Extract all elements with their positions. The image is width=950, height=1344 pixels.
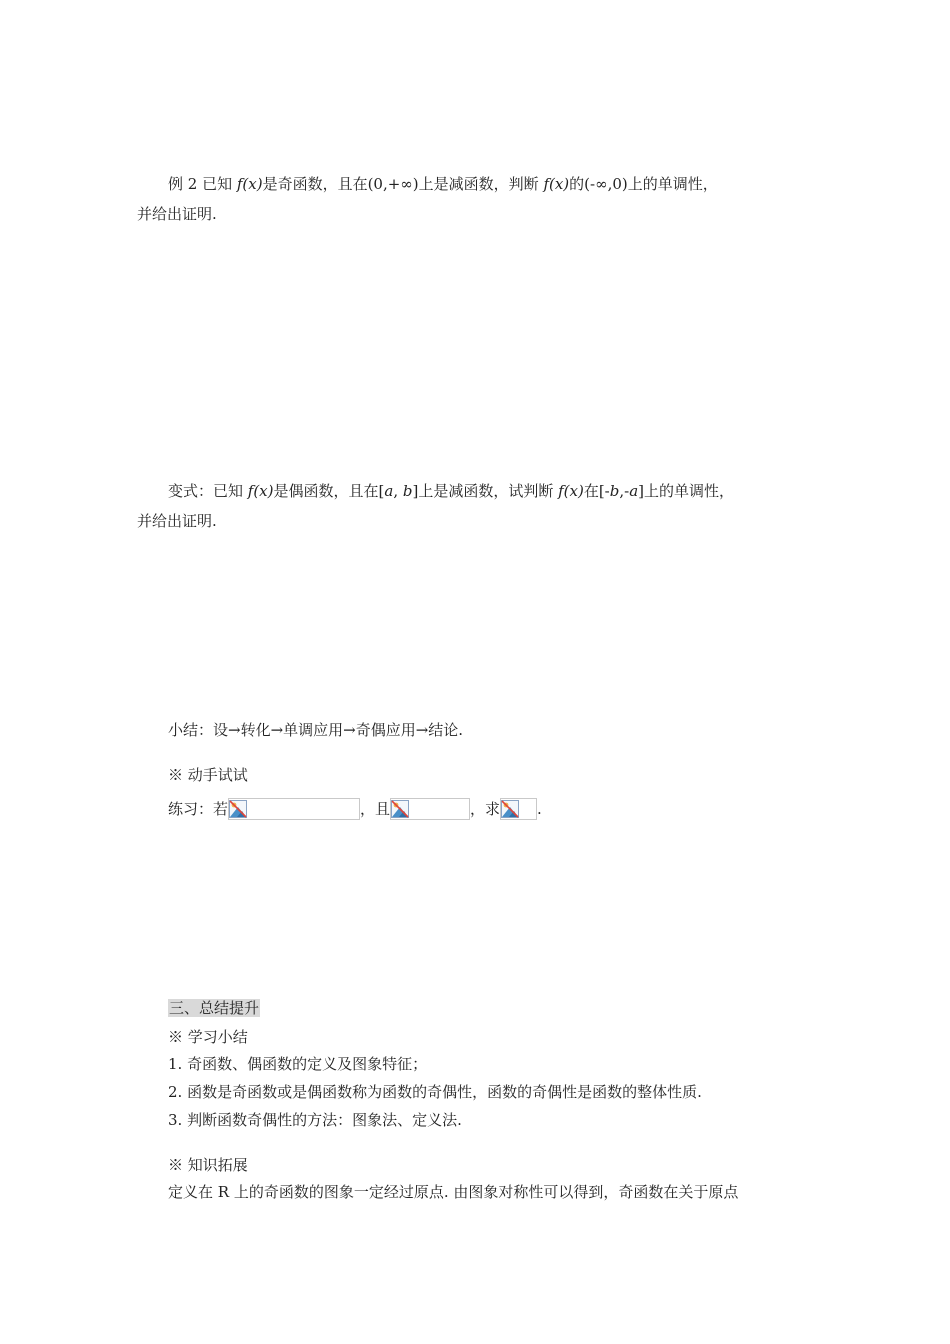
variant-lead: 变式：已知	[168, 482, 248, 500]
exercise-separator: ，求	[470, 800, 501, 818]
formula-image-2	[390, 798, 470, 820]
variant-text: ]上的单调性，	[638, 482, 734, 500]
function-fx: f(x)	[236, 175, 263, 193]
broken-image-icon	[229, 800, 247, 818]
broken-image-icon	[501, 800, 519, 818]
example-2-text: 是奇函数，且在(0,+∞)上是减函数，判断	[262, 175, 544, 193]
function-fx: f(x)	[558, 482, 584, 500]
variant-text: ,-	[619, 482, 630, 500]
example-2-line-2: 并给出证明.	[137, 205, 217, 223]
exercise-separator: ，且	[360, 800, 391, 818]
study-summary-heading: ※ 学习小结	[168, 1028, 248, 1046]
variant-text: ]上是减函数，试判断	[412, 482, 559, 500]
variant-text: ,	[393, 482, 403, 500]
variable-a: a	[629, 482, 639, 500]
formula-image-1	[228, 798, 360, 820]
function-fx: f(x)	[543, 175, 570, 193]
summary-item-1: 1. 奇函数、偶函数的定义及图象特征；	[168, 1055, 428, 1073]
broken-image-icon	[391, 800, 409, 818]
variant-text: 在[-	[583, 482, 610, 500]
exercise-line	[168, 799, 542, 820]
knowledge-expand-text: 定义在 R 上的奇函数的图象一定经过原点. 由图象对称性可以得到，奇函数在关于原点	[168, 1183, 739, 1201]
function-fx: f(x)	[247, 482, 274, 500]
try-heading: ※ 动手试试	[168, 766, 248, 784]
example-2-text: 的(-∞,0)上的单调性，	[569, 175, 718, 193]
variant-line-1	[168, 481, 734, 501]
example-2-line-1	[168, 174, 718, 194]
exercise-end: .	[537, 800, 542, 818]
exercise-lead: 练习：若	[168, 800, 229, 818]
summary-line: 小结：设→转化→单调应用→奇偶应用→结论.	[168, 721, 464, 739]
variant-text: 是偶函数，且在[	[273, 482, 385, 500]
variable-b: b	[609, 482, 620, 500]
section-3-title: 三、总结提升	[169, 999, 260, 1017]
variable-a: a	[384, 482, 394, 500]
variable-b: b	[402, 482, 413, 500]
summary-item-3: 3. 判断函数奇偶性的方法：图象法、定义法.	[168, 1111, 462, 1129]
example-2-lead: 例 2 已知	[168, 175, 237, 193]
knowledge-expand-heading: ※ 知识拓展	[168, 1156, 248, 1174]
summary-item-2: 2. 函数是奇函数或是偶函数称为函数的奇偶性，函数的奇偶性是函数的整体性质.	[168, 1083, 702, 1101]
formula-image-3	[500, 798, 537, 820]
section-3-heading	[168, 998, 260, 1018]
variant-line-2: 并给出证明.	[137, 512, 217, 530]
